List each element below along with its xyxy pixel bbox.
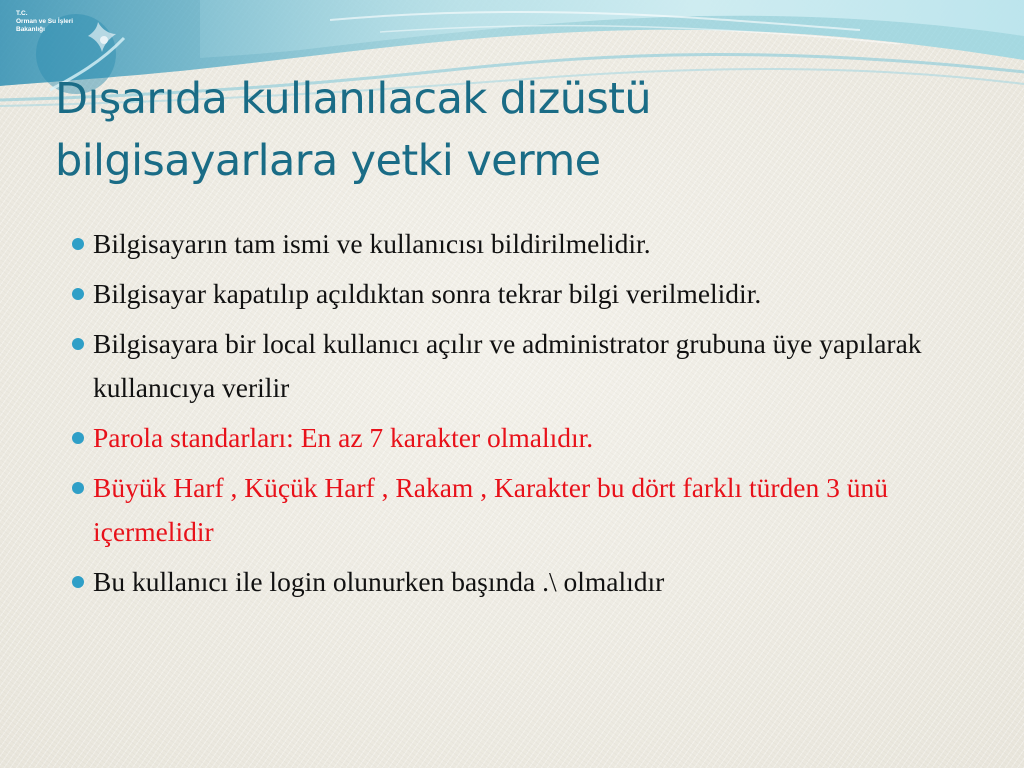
bullet-item (72, 322, 972, 410)
slide-title-line: Dışarıda kullanılacak dizüstü (55, 74, 652, 124)
ministry-name-line: T.C. (16, 10, 28, 17)
bullet-list (72, 222, 972, 610)
bullet-icon (72, 338, 84, 350)
bullet-item-warning (72, 416, 972, 460)
bullet-icon (72, 576, 84, 588)
slide-title (55, 68, 995, 192)
ministry-name-line: Bakanlığı (16, 26, 45, 33)
bullet-icon (72, 432, 84, 444)
bullet-item (72, 222, 972, 266)
bullet-icon (72, 238, 84, 250)
bullet-item (72, 560, 972, 604)
ministry-name (16, 10, 73, 34)
bullet-text: Parola standarları: En az 7 karakter olmalıdır. (93, 422, 594, 453)
bullet-item (72, 272, 972, 316)
bullet-text: Bilgisayarın tam ismi ve kullanıcısı bildirilmelidir. (93, 228, 651, 259)
bullet-item-warning (72, 466, 972, 554)
bullet-icon (72, 482, 84, 494)
bullet-text: Büyük Harf , Küçük Harf , Rakam , Karakter bu dört farklı türden 3 ünü içermelidir (93, 472, 888, 547)
bullet-text: Bu kullanıcı ile login olunurken başında .\ olmalıdır (93, 566, 665, 597)
ministry-name-line: Orman ve Su İşleri (16, 18, 74, 25)
slide-title-line: bilgisayarlara yetki verme (55, 136, 601, 186)
bullet-text: Bilgisayar kapatılıp açıldıktan sonra tekrar bilgi verilmelidir. (93, 278, 762, 309)
bullet-icon (72, 288, 84, 300)
bullet-text: Bilgisayara bir local kullanıcı açılır ve administrator grubuna üye yapılarak kullanıcıya verilir (93, 328, 922, 403)
